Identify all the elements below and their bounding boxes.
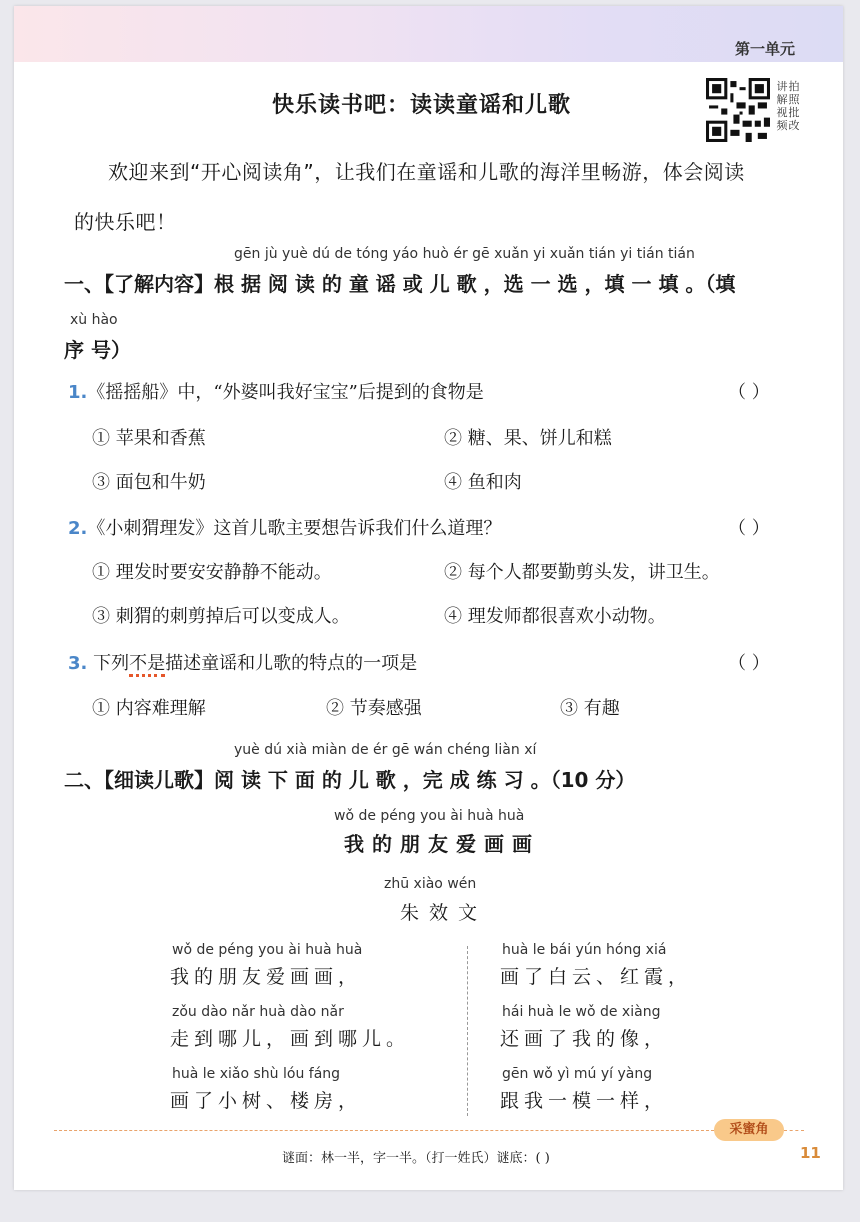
poem-right-line-3: 跟我一模一样， <box>500 1090 669 1112</box>
question-2: 2.《小刺猬理发》这首儿歌主要想告诉我们什么道理？ <box>68 518 502 539</box>
workbook-page <box>14 6 843 1190</box>
answer-blank-3[interactable]: （ ） <box>728 653 770 674</box>
q1-option-1: ① 苹果和香蕉 <box>92 428 206 449</box>
poem-author: 朱效文 <box>400 902 488 924</box>
q2-option-1: ① 理发时要安安静静不能动。 <box>92 562 332 583</box>
poem-author-pinyin: zhū xiào wén <box>384 876 477 892</box>
poem-left-pinyin-1: wǒ de péng you ài huà huà <box>172 942 363 958</box>
honey-corner-badge: 采蜜角 <box>714 1119 784 1141</box>
q1-option-4: ④ 鱼和肉 <box>444 472 522 493</box>
intro-line-2: 的快乐吧！ <box>74 210 177 234</box>
poem-left-pinyin-3: huà le xiǎo shù lóu fáng <box>172 1066 341 1082</box>
section1-pinyin: gēn jù yuè dú de tóng yáo huò ér gē xuǎn yi xuǎn tián yi tián tián <box>234 246 695 262</box>
intro-line-1: 欢迎来到“开心阅读角”，让我们在童谣和儿歌的海洋里畅游，体会阅读 <box>108 160 745 184</box>
question-1: 1.《摇摇船》中，“外婆叫我好宝宝”后提到的食物是 <box>68 382 484 403</box>
poem-left-pinyin-2: zǒu dào nǎr huà dào nǎr <box>172 1004 344 1020</box>
answer-blank-1[interactable]: （ ） <box>728 382 770 403</box>
poem-title: 我的朋友爱画画 <box>344 832 540 856</box>
poem-right-line-1: 画了白云、红霞， <box>500 966 693 988</box>
emphasis-dots: 不是 <box>129 653 165 677</box>
poem-left-line-2: 走到哪儿，画到哪儿。 <box>170 1028 411 1050</box>
poem-right-pinyin-2: hái huà le wǒ de xiàng <box>502 1004 661 1020</box>
section1-pinyin-2: xù hào <box>70 312 118 328</box>
poem-left-line-3: 画了小树、楼房， <box>170 1090 363 1112</box>
q3-option-2: ② 节奏感强 <box>326 698 422 719</box>
q3-option-1: ① 内容难理解 <box>92 698 206 719</box>
section2-heading: 二、【细读儿歌】阅 读 下 面 的 儿 歌 ，完 成 练 习 。（10 分） <box>64 768 636 792</box>
unit-label: 第一单元 <box>734 40 795 58</box>
page-number: 11 <box>800 1144 821 1162</box>
q1-option-2: ② 糖、果、饼儿和糕 <box>444 428 612 449</box>
q1-option-3: ③ 面包和牛奶 <box>92 472 206 493</box>
qr-caption: 讲拍解照视批频改 <box>776 80 800 132</box>
q2-option-2: ② 每个人都要勤剪头发，讲卫生。 <box>444 562 720 583</box>
page-title: 快乐读书吧：读读童谣和儿歌 <box>272 93 572 118</box>
footer-divider <box>54 1130 714 1131</box>
poem-column-divider <box>467 946 468 1116</box>
section1-heading-cont: 序 号） <box>64 338 131 362</box>
poem-right-pinyin-1: huà le bái yún hóng xiá <box>502 942 667 958</box>
q2-option-3: ③ 刺猬的刺剪掉后可以变成人。 <box>92 606 350 627</box>
poem-right-pinyin-3: gēn wǒ yì mú yí yàng <box>502 1066 653 1082</box>
poem-left-line-1: 我的朋友爱画画， <box>170 966 363 988</box>
header-band <box>14 6 843 62</box>
poem-right-line-2: 还画了我的像， <box>500 1028 669 1050</box>
q2-option-4: ④ 理发师都很喜欢小动物。 <box>444 606 666 627</box>
section2-pinyin: yuè dú xià miàn de ér gē wán chéng liàn xí <box>234 742 537 758</box>
q3-option-3: ③ 有趣 <box>560 698 620 719</box>
section1-heading: 一、【了解内容】根 据 阅 读 的 童 谣 或 儿 歌 ，选 一 选 ，填 一 填 。（填 <box>64 272 736 296</box>
question-3: 3. 下列不是描述童谣和儿歌的特点的一项是 <box>68 649 417 675</box>
poem-title-pinyin: wǒ de péng you ài huà huà <box>334 808 525 824</box>
riddle-text: 谜面：林一半，字一半。（打一姓氏）谜底：( ) <box>282 1151 550 1166</box>
answer-blank-2[interactable]: （ ） <box>728 518 770 539</box>
qr-code-icon <box>706 78 770 142</box>
footer-divider-end <box>784 1130 804 1131</box>
